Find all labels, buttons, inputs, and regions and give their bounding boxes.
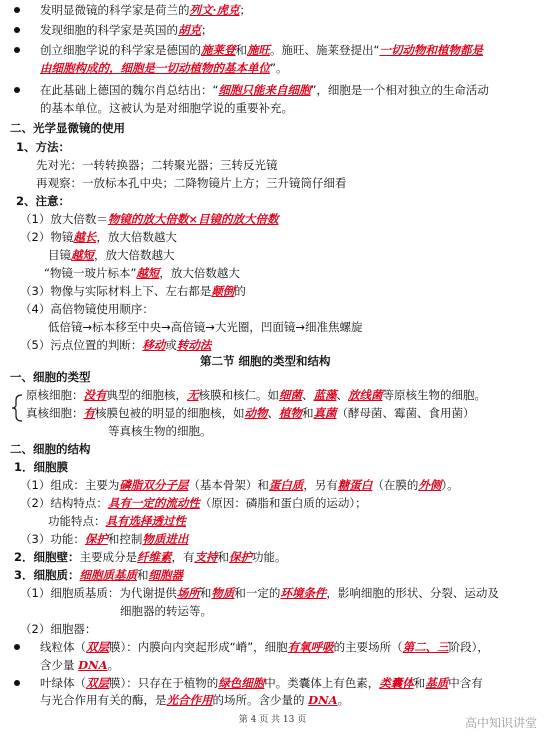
text: ，影响细胞的形状、分裂、运动及 [326, 586, 499, 600]
text: 。 [337, 693, 350, 707]
text-line [20, 585, 499, 601]
key-term: 蓝藻 [313, 388, 337, 402]
text: 真核细胞： [26, 406, 84, 420]
key-term: 物质进出 [142, 532, 189, 546]
key-term: 细胞器 [148, 568, 184, 582]
text: 。 [107, 658, 120, 672]
text-line [40, 657, 119, 673]
subheading: 1．细胞膜 [14, 460, 69, 474]
text-line [20, 229, 177, 245]
text: 膜）：内膜向内突起形成“嵴”，细胞 [109, 640, 288, 654]
text: 和控制 [107, 532, 143, 546]
text: 典型的细胞核， [106, 388, 187, 402]
key-term: 颠倒 [211, 284, 235, 298]
key-term: 物镜的放大倍数×目镜的放大倍数 [107, 212, 279, 226]
key-term: 一切动物和植物都是 [379, 43, 483, 57]
text: 中含有 [448, 676, 483, 690]
text-line [40, 82, 489, 98]
key-term: 双层 [86, 676, 109, 690]
text: 和 [302, 406, 314, 420]
text-line [40, 675, 483, 691]
text-line [48, 319, 363, 335]
text: 和 [217, 550, 230, 564]
text-line [20, 211, 278, 227]
key-term: 物质 [211, 586, 235, 600]
text: ”。 [270, 61, 288, 75]
text-line: 先对光：一转转换器；二转聚光器；三转反光镜 [36, 158, 278, 172]
key-term: 类囊体 [379, 676, 414, 690]
text: 主要成分是 [79, 550, 138, 564]
key-term: 越短 [136, 266, 160, 280]
text-line: 再观察：一放标本孔中央；二降物镜片上方；三升镜筒仔细看 [36, 176, 347, 190]
key-term: 施莱登 [201, 43, 236, 57]
text: 、 [302, 388, 314, 402]
text: 或 [165, 338, 177, 352]
bullet-icon [14, 644, 20, 650]
text-line [40, 60, 287, 76]
key-term: 真菌 [313, 406, 337, 420]
key-term: 胡克 [178, 23, 201, 37]
bullet-icon [14, 47, 20, 53]
text: 、 [336, 388, 348, 402]
bullet-icon [14, 27, 20, 33]
text: （3）物像与实际材料上下、左右都是 [20, 284, 212, 298]
text: ； [201, 23, 213, 37]
text: 和 [199, 586, 212, 600]
key-term: 保护 [84, 532, 108, 546]
key-term: 绿色细胞 [218, 676, 265, 690]
text-line [20, 477, 459, 493]
key-term: 场所 [176, 586, 200, 600]
text: ，放大倍数越大 [96, 230, 177, 244]
text: 细胞器的转运等。 [120, 604, 212, 618]
text: 等原核生物的细胞。 [382, 388, 486, 402]
text-line [40, 100, 293, 116]
text: 创立细胞学说的科学家是德国的 [40, 43, 201, 57]
key-term: 外侧 [418, 478, 442, 492]
key-term: 移动 [142, 338, 166, 352]
text-line [14, 549, 287, 565]
text: （原因：磷脂和蛋白质的运动）； [199, 496, 367, 510]
text-line [40, 2, 251, 18]
subheading: 1、方法： [16, 140, 71, 154]
bullet-icon [14, 87, 20, 93]
text: 和一定的 [234, 586, 281, 600]
text-line [40, 692, 349, 708]
text: （1）组成：主要为 [20, 478, 120, 492]
key-term: 细胞质基质 [79, 568, 138, 582]
text: 阶段）， [448, 640, 489, 654]
text-line [26, 387, 486, 403]
text: 功能特点： [48, 514, 106, 528]
key-term: 纤维素 [137, 550, 172, 564]
text: 中。类囊体上有色素， [264, 676, 380, 690]
key-term: DNA [308, 693, 338, 707]
text-line [20, 495, 367, 511]
text: （3）功能： [20, 532, 85, 546]
key-term: 环境条件 [280, 586, 327, 600]
text: 核膜和核仁。如 [198, 388, 279, 402]
text-line [120, 603, 212, 619]
text: 叶绿体（ [40, 676, 86, 690]
text: （在膜的 [372, 478, 419, 492]
text: 和 [137, 568, 149, 582]
section-title: 第二节 细胞的类型和结构 [200, 354, 331, 368]
text-line [20, 301, 154, 317]
text-line [40, 42, 483, 58]
text: 线粒体（ [40, 640, 86, 654]
text: ，放大倍数越大 [94, 248, 175, 262]
text: 和 [413, 676, 426, 690]
key-term: 由细胞构成的，细胞是一切动植物的基本单位 [40, 61, 270, 75]
text: ）。 [441, 478, 459, 492]
text: 核膜包被的明显的细胞核，如 [95, 406, 245, 420]
text: （1）细胞质基质：为代谢提供 [20, 586, 177, 600]
text: ，另有 [303, 478, 338, 492]
key-term: 细胞只能来自细胞 [218, 83, 311, 97]
text: 目镜 [48, 248, 71, 262]
text-line [20, 621, 96, 637]
section-heading: 二、光学显微镜的使用 [10, 121, 125, 135]
text: 的场所。含少量的 [212, 693, 309, 707]
text-line [20, 337, 211, 353]
text-line [48, 247, 175, 263]
key-term: 第二、三 [402, 640, 449, 654]
text: 的基本单位。这被认为是对细胞学说的重要补充。 [40, 101, 293, 115]
text-line [20, 283, 246, 299]
text: 的主要场所（ [333, 640, 403, 654]
text: ，有 [171, 550, 195, 564]
text-line [44, 265, 240, 281]
text: （4）高倍物镜使用顺序： [20, 302, 154, 316]
text: 发现细胞的科学家是英国的 [40, 23, 178, 37]
text: 功能。 [252, 550, 287, 564]
text: （2）物镜 [20, 230, 74, 244]
text-line [40, 639, 489, 655]
text: 在此基础上德国的魏尔肖总结出：“ [40, 83, 219, 97]
subheading: 3．细胞质： [14, 568, 80, 582]
text: 膜）：只存在于植物的 [109, 676, 219, 690]
key-term: 有氧呼吸 [287, 640, 334, 654]
text: 低倍镜→标本移至中央→高倍镜→大光圈，凹面镜→细准焦螺旋 [48, 320, 363, 334]
key-term: 越长 [73, 230, 97, 244]
text-line [20, 531, 188, 547]
page-footer: 第 4 页 共 13 页 [238, 715, 307, 725]
key-term: 保护 [229, 550, 253, 564]
section-heading: 一、细胞的类型 [10, 370, 91, 384]
key-term: 无 [187, 388, 199, 402]
watermark: 高中知识讲堂 [464, 716, 537, 730]
key-term: 没有 [83, 388, 107, 402]
text: ”，细胞是一个相对独立的生命活动 [310, 83, 489, 97]
text: （酵母菌、霉菌、食用菌） [336, 406, 475, 420]
text: （基本骨架）和 [188, 478, 269, 492]
text: 含少量 [40, 658, 79, 672]
text: 等真核生物的细胞。 [108, 424, 212, 438]
key-term: 越短 [71, 248, 94, 262]
text: “物镜一玻片标本” [44, 266, 137, 280]
key-term: 施旺 [247, 43, 270, 57]
key-term: 双层 [86, 640, 109, 654]
key-term: 有 [83, 406, 95, 420]
text: （2）细胞器： [20, 622, 97, 636]
key-term: 转动法 [176, 338, 212, 352]
text: ； [239, 3, 252, 17]
key-term: DNA [78, 658, 108, 672]
text: 原核细胞： [26, 388, 84, 402]
text-line [40, 22, 213, 38]
text: 与光合作用有关的酶，是 [40, 693, 167, 707]
key-term: 糖蛋白 [337, 478, 373, 492]
key-term: 动物 [244, 406, 268, 420]
key-term: 列文·虎克 [189, 3, 240, 17]
text: （2）结构特点： [20, 496, 108, 510]
text: 的 [234, 284, 246, 298]
key-term: 具有一定的流动性 [107, 496, 200, 510]
key-term: 支持 [194, 550, 218, 564]
subheading: 2．细胞壁： [14, 550, 80, 564]
text: 。施旺、施莱登提出“ [270, 43, 380, 57]
bullet-icon [14, 680, 20, 686]
key-term: 植物 [279, 406, 302, 420]
text: 、 [267, 406, 279, 420]
section-heading: 二、细胞的结构 [10, 442, 91, 456]
subheading: 2、注意： [16, 194, 71, 208]
text-line [14, 567, 183, 583]
bullet-icon [14, 7, 20, 13]
key-term: 基质 [425, 676, 449, 690]
text: 发明显微镜的科学家是荷兰的 [40, 3, 190, 17]
key-term: 磷脂双分子层 [119, 478, 189, 492]
text: ，放大倍数越大 [159, 266, 240, 280]
key-term: 蛋白质 [268, 478, 304, 492]
key-term: 具有选择透过性 [105, 514, 186, 528]
key-term: 细菌 [279, 388, 302, 402]
text-line [108, 423, 212, 439]
text: （5）污点位置的判断： [20, 338, 143, 352]
text-line [26, 405, 475, 421]
key-term: 光合作用 [166, 693, 213, 707]
brace-icon [10, 394, 24, 422]
key-term: 放线菌 [348, 388, 383, 402]
text: 和 [235, 43, 247, 57]
text-line [48, 513, 186, 529]
text: （1）放大倍数＝ [20, 212, 108, 226]
